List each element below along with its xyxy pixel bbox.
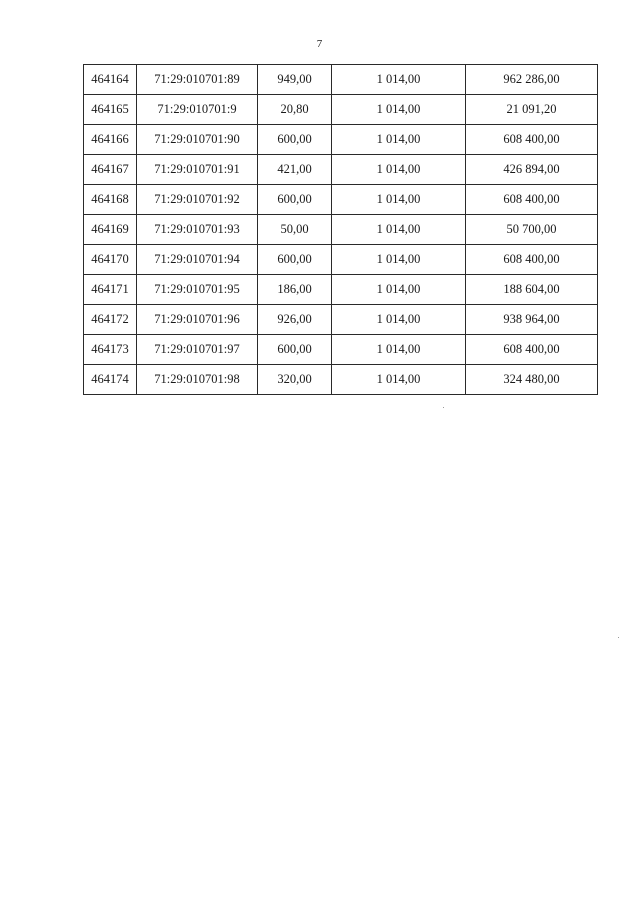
cadastral-number-cell: 71:29:010701:98 [137,365,258,395]
cadastral-number-cell: 71:29:010701:93 [137,215,258,245]
rate-cell: 1 014,00 [332,215,466,245]
row-id-cell: 464165 [84,95,137,125]
rate-cell: 1 014,00 [332,155,466,185]
table-row [84,95,598,125]
rate-cell: 1 014,00 [332,185,466,215]
row-id-cell: 464168 [84,185,137,215]
rate-cell: 1 014,00 [332,245,466,275]
table-row [84,335,598,365]
table-row [84,65,598,95]
cadastral-value-cell: 608 400,00 [466,335,598,365]
cadastral-value-cell: 608 400,00 [466,245,598,275]
cadastral-value-cell: 608 400,00 [466,125,598,155]
row-id-cell: 464170 [84,245,137,275]
rate-cell: 1 014,00 [332,335,466,365]
area-cell: 186,00 [258,275,332,305]
table-body [84,65,598,395]
table-row [84,275,598,305]
cadastral-number-cell: 71:29:010701:94 [137,245,258,275]
area-cell: 600,00 [258,185,332,215]
rate-cell: 1 014,00 [332,365,466,395]
row-id-cell: 464172 [84,305,137,335]
table-row [84,155,598,185]
row-id-cell: 464166 [84,125,137,155]
rate-cell: 1 014,00 [332,125,466,155]
cadastral-number-cell: 71:29:010701:91 [137,155,258,185]
cadastral-value-cell: 50 700,00 [466,215,598,245]
cadastral-number-cell: 71:29:010701:92 [137,185,258,215]
row-id-cell: 464167 [84,155,137,185]
table-row [84,245,598,275]
cadastral-value-cell: 21 091,20 [466,95,598,125]
cadastral-value-cell: 962 286,00 [466,65,598,95]
row-id-cell: 464174 [84,365,137,395]
table-row [84,125,598,155]
row-id-cell: 464173 [84,335,137,365]
area-cell: 949,00 [258,65,332,95]
cadastral-number-cell: 71:29:010701:89 [137,65,258,95]
row-id-cell: 464171 [84,275,137,305]
area-cell: 600,00 [258,125,332,155]
scan-speck [618,637,619,638]
area-cell: 926,00 [258,305,332,335]
table-row [84,305,598,335]
table-row [84,365,598,395]
cadastral-value-cell: 608 400,00 [466,185,598,215]
page-number: 7 [316,38,323,50]
table-row [84,215,598,245]
area-cell: 600,00 [258,335,332,365]
cadastral-number-cell: 71:29:010701:97 [137,335,258,365]
row-id-cell: 464164 [84,65,137,95]
row-id-cell: 464169 [84,215,137,245]
area-cell: 421,00 [258,155,332,185]
cadastral-number-cell: 71:29:010701:9 [137,95,258,125]
area-cell: 50,00 [258,215,332,245]
cadastral-number-cell: 71:29:010701:90 [137,125,258,155]
cadastral-number-cell: 71:29:010701:96 [137,305,258,335]
cadastral-value-table [83,64,598,395]
area-cell: 600,00 [258,245,332,275]
rate-cell: 1 014,00 [332,275,466,305]
rate-cell: 1 014,00 [332,65,466,95]
rate-cell: 1 014,00 [332,305,466,335]
area-cell: 320,00 [258,365,332,395]
cadastral-value-cell: 324 480,00 [466,365,598,395]
cadastral-value-cell: 938 964,00 [466,305,598,335]
scan-speck [443,407,444,408]
cadastral-number-cell: 71:29:010701:95 [137,275,258,305]
table-row [84,185,598,215]
cadastral-value-cell: 188 604,00 [466,275,598,305]
rate-cell: 1 014,00 [332,95,466,125]
area-cell: 20,80 [258,95,332,125]
cadastral-value-cell: 426 894,00 [466,155,598,185]
